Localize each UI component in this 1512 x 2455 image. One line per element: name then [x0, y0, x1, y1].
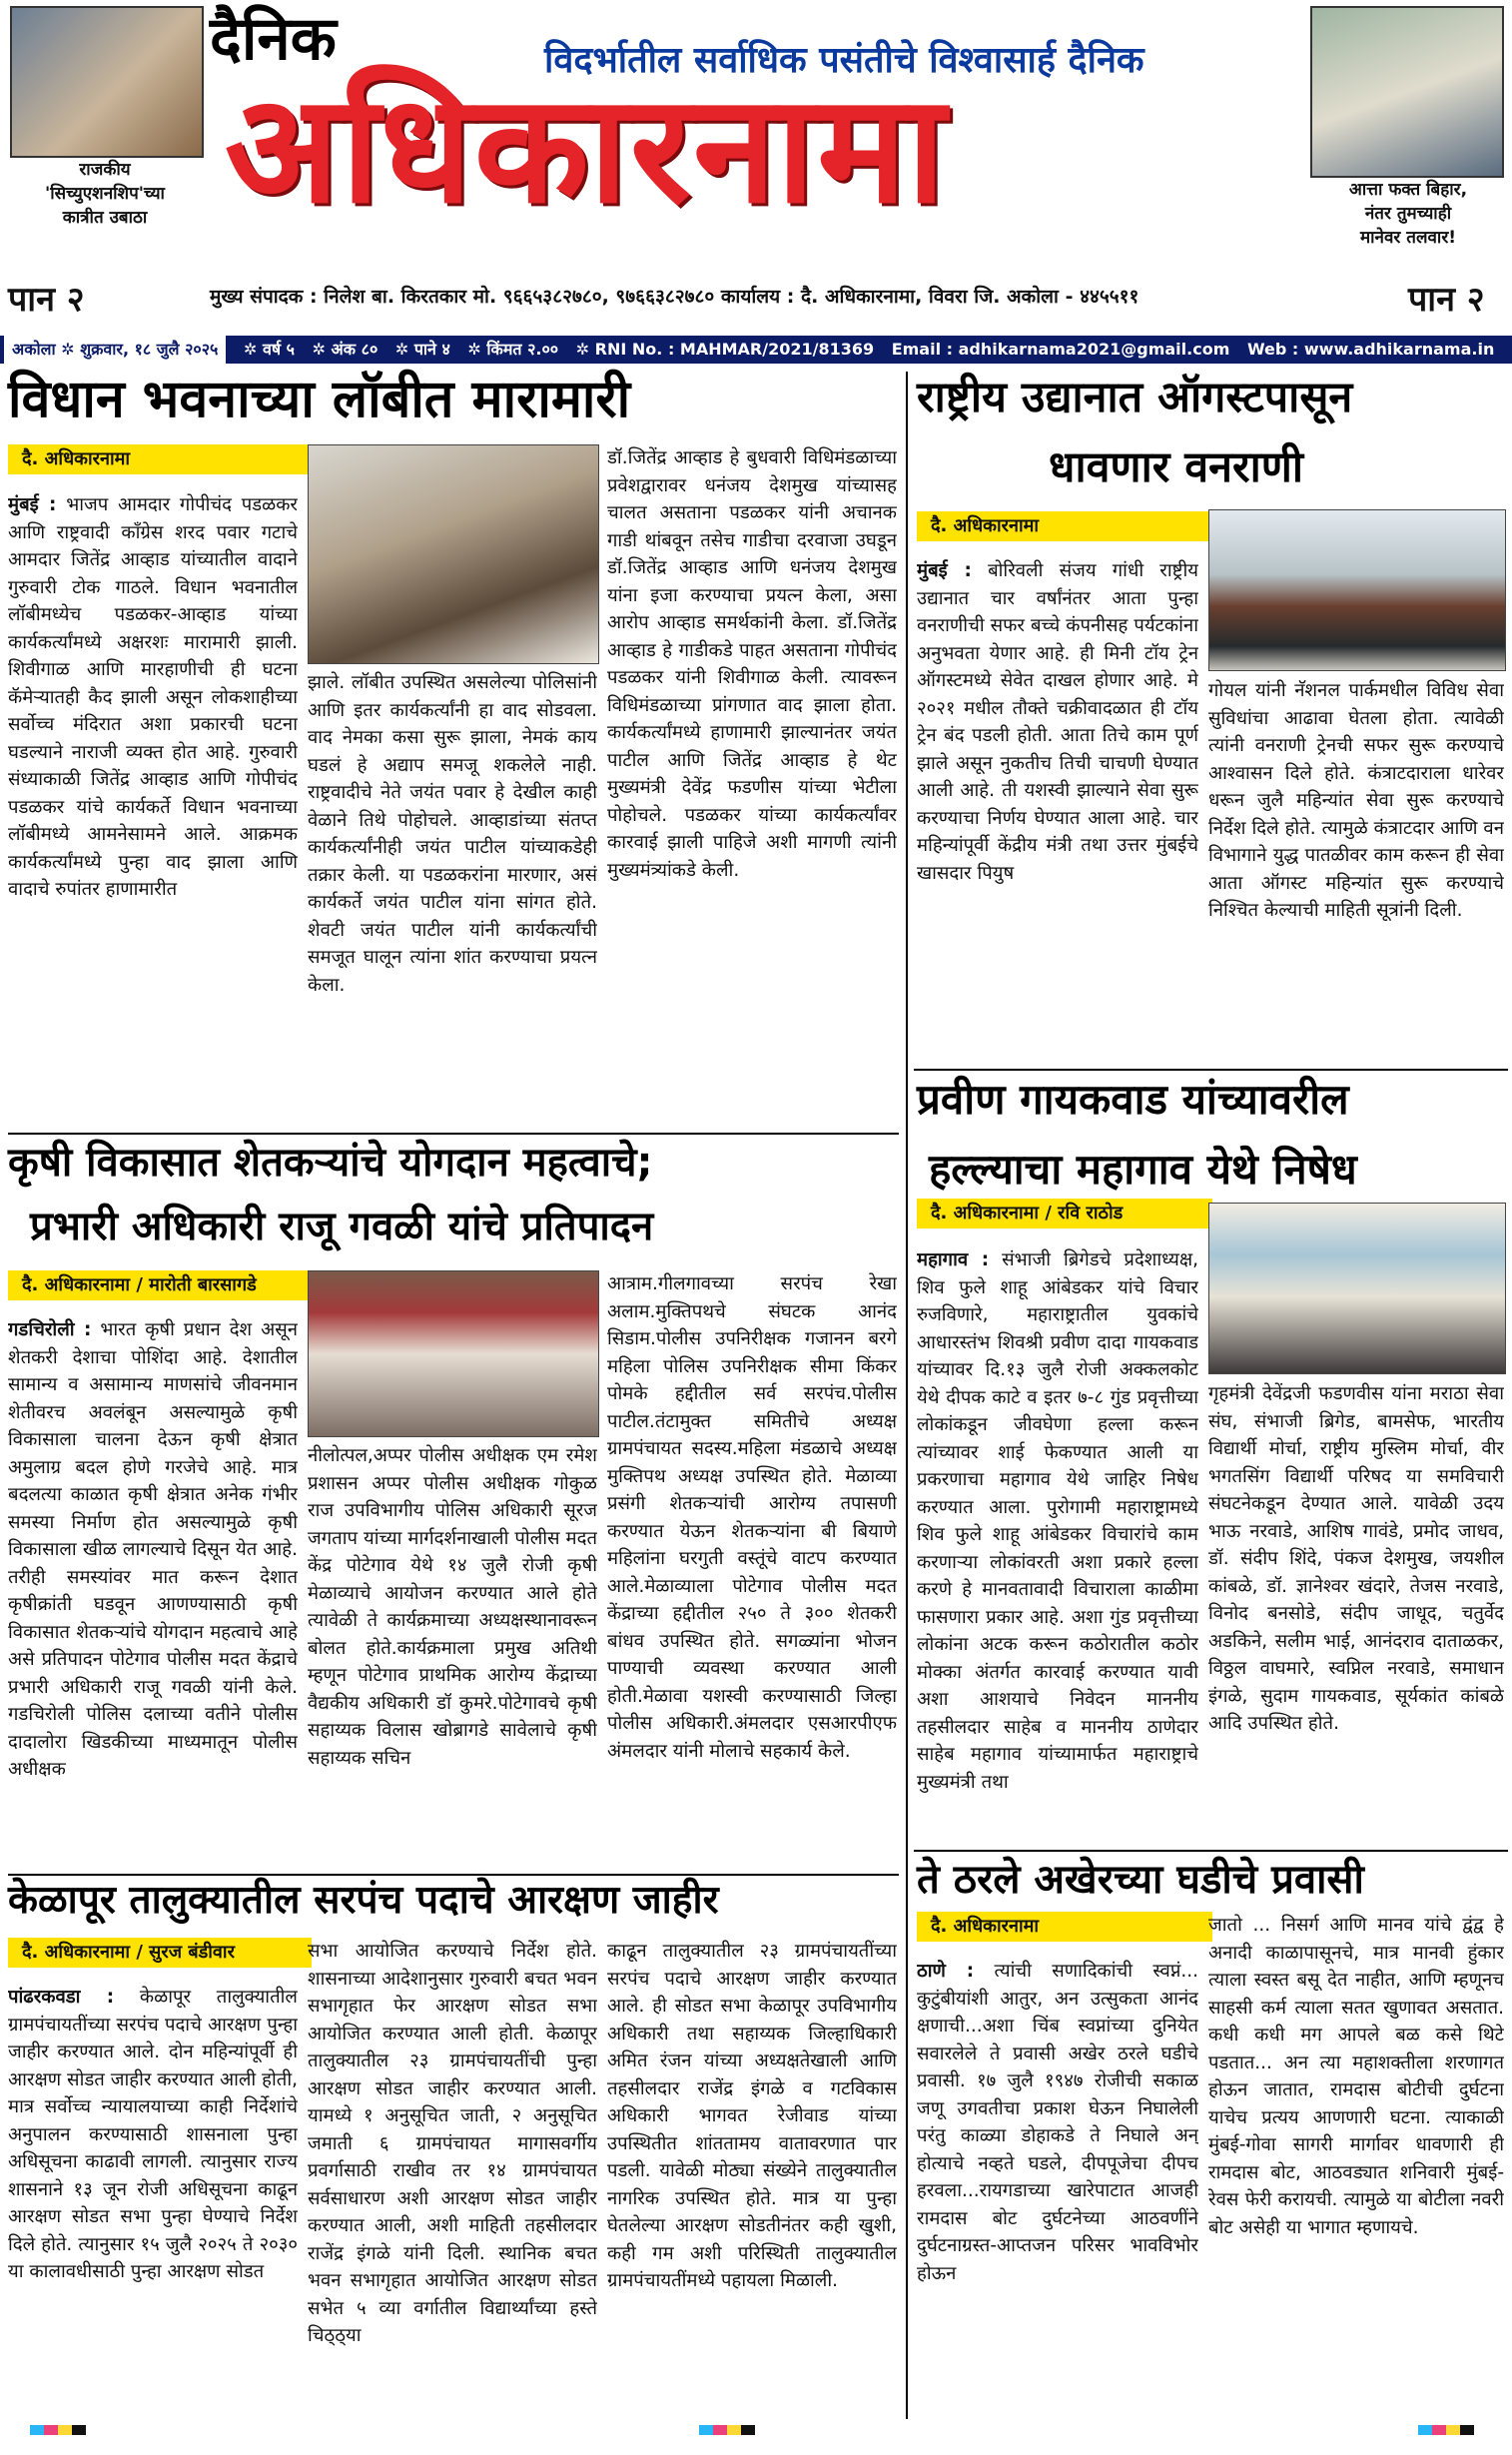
- a5-col3: काढून तालुक्यातील २३ ग्रामपंचायतींच्या सरपंच पदाचे आरक्षण जाहीर करण्यात आले. ही सोडत सभा केळापूर उपविभागीय अधिकारी तथा सहाय्यक जिल्हाधिकारी अमित रंजन यांच्या अध्यक्षतेखाली आणि तहसीलदार राजेंद्र इंगळे व गटविकास अधिकारी भागवत रेजीवाड यांच्या उपस्थितीत शांततामय वातावरणात पार पडली. यावेळी मोठ्या संख्येने तालुक्यातील नागरिक उपस्थित होते. मात्र या पुन्हा घेतलेल्या आरक्षण सोडतीनंतर कही खुशी, कही गम अशी परिस्थिती तालुक्यातील ग्रामपंचायतींमध्ये पहायला मिळाली.: [607, 1941, 897, 2291]
- a6-dateline: ठाणे :: [917, 1961, 975, 1982]
- issue-pages: ✲ पाने ४: [394, 340, 450, 359]
- a1-bottom-rule: [8, 1133, 899, 1135]
- a3-headline-line2: प्रभारी अधिकारी राजू गवळी यांचे प्रतिपादन: [30, 1204, 654, 1249]
- a1-headline: विधान भवनाच्या लॉबीत मारामारी: [8, 370, 631, 429]
- a2-bottom-rule: [914, 1069, 1508, 1071]
- page-label-left: पान २: [8, 280, 85, 320]
- masthead-left-photo: [10, 6, 204, 158]
- a4-headline-line1: प्रवीण गायकवाड यांच्यावरील: [917, 1075, 1349, 1124]
- a6-col2: जातो ... निसर्ग आणि मानव यांचे द्वंद्व हे अनादी काळापासूनचे, मात्र मानवी हुंकार त्याला स्वस्त बसू देत नाहीत, आणि म्हणूनच साहसी कर्म त्याला सतत खुणावत असतात. कधी कधी मग आपले बळ कसे थिटे पडतात... अन त्या महाशक्तीला शरणागत होऊन जातात, रामदास बोटीची दुर्घटना याचेच प्रत्यय आणणारी घटना. त्याकाळी मुंबई-गोवा सागरी मार्गावर धावणारी ही रामदास बोट, आठवड्यात शनिवारी मुंबई-रेवस फेरी करायची. त्यामुळे या बोटीला नवरी बोट असेही या भागात म्हणायचे.: [1208, 1915, 1504, 2238]
- a3-col1-text: भारत कृषी प्रधान देश असून शेतकरी देशाचा पोशिंदा आहे. देशातील सामान्य व असामान्य माणसांचे जीवनमान शेतीवरच अवलंबून असल्यामुळे कृषी विकासाला चालना देऊन कृषी क्षेत्रात अमुलाग्र बदल होणे गरजेचे आहे. मात्र बदलत्या काळात कृषी क्षेत्रात अनेक गंभीर समस्या निर्माण होत असल्यामुळे कृषी विकासाला खीळ लागल्याचे दिसून येत आहे. तरीही समस्यांवर मात करून देशात कृषीक्रांती घडवून आणण्यासाठी कृषी विकासात शेतकऱ्यांचे योगदान महत्वाचे आहे असे प्रतिपादन पोटेगाव पोलीस मदत केंद्राचे प्रभारी अधिकारी राजू गवळी यांनी केले. गडचिरोली पोलिस दलाच्या वतीने पोलीस दादालोरा खिडकीच्या माध्यमातून पोलीस अधीक्षक: [8, 1319, 298, 1780]
- issue-email: Email : adhikarnama2021@gmail.com: [891, 340, 1230, 359]
- a4-col1: [917, 1246, 1198, 1846]
- a5-col1-text: केळापूर तालुक्यातील ग्रामपंचायतींच्या सरपंच पदाचे आरक्षण पुन्हा जाहीर करण्यात आले. दोन महिन्यांपूर्वी ही आरक्षण सोडत जाहीर करण्यात आली होती, मात्र सर्वोच्च न्यायालयाच्या काही निर्देशांचे अनुपालन करण्यासाठी शासनाला पुन्हा अधिसूचना काढावी लागली. त्यानुसार राज्य शासनाने १३ जून रोजी अधिसूचना काढून आरक्षण सोडत सभा पुन्हा घेण्याचे निर्देश दिले होते. त्यानुसार १५ जुलै २०२५ ते २०३० या कालावधीसाठी पुन्हा आरक्षण सोडत: [8, 1987, 298, 2282]
- a6-byline: दै. अधिकारनामा: [917, 1912, 1212, 1942]
- left-caption-line1: राजकीय: [79, 160, 131, 180]
- right-caption-line1: आत्ता फक्त बिहार,: [1348, 180, 1468, 200]
- a3-col2: नीलोत्पल,अप्पर पोलीस अधीक्षक एम रमेश प्रशासन अप्पर पोलीस अधीक्षक गोकुळ राज उपविभागीय पोलिस अधिकारी सूरज जगताप यांच्या मार्गदर्शनाखाली पोलीस मदत केंद्र पोटेगाव येथे १४ जुलै रोजी कृषी मेळाव्याचे आयोजन करण्यात आले होते त्यावेळी ते कार्यक्रमाच्या अध्यक्षस्थानावरून बोलत होते.कार्यक्रमाला प्रमुख अतिथी म्हणून पोटेगाव प्राथमिक आरोग्य केंद्राच्या वैद्यकीय अधिकारी डॉ कुमरे.पोटेगावचे कृषी सहाय्यक विलास खोब्रागडे सावेलाचे कृषी सहाय्यक सचिन: [308, 1445, 597, 1769]
- registration-mark-right: [1418, 2425, 1474, 2435]
- left-caption-line3: कात्रीत उबाठा: [62, 208, 148, 228]
- registration-mark-center: [699, 2425, 755, 2435]
- a1-col1: [8, 491, 298, 1131]
- a2-col1: [917, 557, 1198, 1067]
- a3-col3: आत्राम.गीलगावच्या सरपंच रेखा अलाम.मुक्तिपथचे संघटक आनंद सिडाम.पोलीस उपनिरीक्षक गजानन बरगे महिला पोलिस उपनिरीक्षक सीमा किंकर पोमके हद्दीतील सर्व सरपंच.पोलीस पाटील.तंटामुक्त समितीचे अध्यक्ष ग्रामपंचायत सदस्य.महिला मंडळाचे अध्यक्ष मुक्तिपथ अध्यक्ष उपस्थित होते. मेळाव्या प्रसंगी शेतकऱ्यांची आरोग्य तपासणी करण्यात येऊन शेतकऱ्यांना बी बियाणे महिलांना घरगुती वस्तूंचे वाटप करण्यात आले.मेळाव्याला पोटेगाव पोलीस मदत केंद्राच्या हद्दीतील २५० ते ३०० शेतकरी बांधव उपस्थित होते. सगळ्यांना भोजन पाण्याची व्यवस्था करण्यात आली होती.मेळावा यशस्वी करण्यासाठी जिल्हा पोलीस अधिकारी.अंमलदार एसआरपीएफ अंमलदार यांनी मोलाचे सहकार्य केले.: [607, 1273, 897, 1762]
- column-rule: [906, 372, 908, 2419]
- a2-col2: गोयल यांनी नॅशनल पार्कमधील विविध सेवा सुविधांचा आढावा घेतला होता. त्यावेळी त्यांनी वनराणी ट्रेनची सफर सुरू करण्याचे आश्वासन दिले होते. कंत्राटदाराला धारेवर धरून जुलै महिन्यांत सेवा सुरू करण्याचे निर्देश दिले होते. त्यामुळे कंत्राटदार आणि वन विभागाने युद्ध पातळीवर काम करून ही सेवा आता ऑगस्ट महिन्यांत सुरू करण्याचे निश्चित केल्याची माहिती सूत्रांनी दिली.: [1208, 680, 1504, 921]
- page-label-right: पान २: [1408, 280, 1485, 320]
- a3-byline: दै. अधिकारनामा / मारोती बारसागडे: [8, 1270, 312, 1300]
- issue-price: ✲ किंमत २.००: [467, 340, 559, 359]
- a1-byline: दै. अधिकारनामा: [8, 444, 312, 474]
- a1-col1-text: भाजप आमदार गोपीचंद पडळकर आणि राष्ट्रवादी काँग्रेस शरद पवार गटाचे आमदार जितेंद्र आव्हाड यांच्यातील वादाने गुरुवारी टोक गाठले. विधान भवनातील लॉबीमध्येच पडळकर-आव्हाड यांच्या कार्यकर्त्यांमध्ये अक्षरशः मारामारी झाली. शिवीगाळ आणि मारहाणीची ही घटना कॅमेऱ्यातही कैद झाली असून लोकशाहीच्या सर्वोच्च मंदिरात अशा प्रकारची घटना घडल्याने नाराजी व्यक्त होत आहे. गुरुवारी संध्याकाळी जितेंद्र आव्हाड आणि गोपीचंद पडळकर यांचे कार्यकर्ते विधान भवनाच्या लॉबीमध्ये आमनेसामने आले. आक्रमक कार्यकर्त्यांमध्ये पुन्हा वाद झाला आणि वादाचे रुपांतर हाणामारीत: [8, 494, 298, 900]
- a4-bottom-rule: [914, 1850, 1508, 1852]
- a2-byline: दै. अधिकारनामा: [917, 511, 1212, 541]
- a3-headline-line1: कृषी विकासात शेतकऱ्यांचे योगदान महत्वाचे;: [8, 1140, 653, 1186]
- a4-photo: [1208, 1203, 1506, 1374]
- a3-col1: [8, 1316, 298, 1871]
- a2-dateline: मुंबई :: [917, 560, 972, 581]
- a6-headline: ते ठरले अखेरच्या घडीचे प्रवासी: [917, 1857, 1364, 1903]
- a5-col2: सभा आयोजित करण्याचे निर्देश होते. शासनाच्या आदेशानुसार गुरुवारी बचत भवन सभागृहात फेर आरक्षण सोडत सभा आयोजित करण्यात आली होती. केळापूर तालुक्यातील २३ ग्रामपंचायतींची पुन्हा आरक्षण सोडत जाहीर करण्यात आली. यामध्ये १ अनुसूचित जाती, २ अनुसूचित जमाती ६ ग्रामपंचायत मागासवर्गीय प्रवर्गासाठी राखीव तर १४ ग्रामपंचायत सर्वसाधारण अशी आरक्षण सोडत जाहीर करण्यात आली, अशी माहिती तहसीलदार राजेंद्र इंगळे यांनी दिली. स्थानिक बचत भवन सभागृहात आयोजित आरक्षण सोडत सभेत ५ व्या वर्गातील विद्यार्थ्यांच्या हस्ते चिठ्ठ्या: [308, 1941, 597, 2346]
- a2-headline-line2: धावणार वनराणी: [1049, 442, 1303, 492]
- a2-col1-text: बोरिवली संजय गांधी राष्ट्रीय उद्यानात चार वर्षांनंतर आता पुन्हा वनराणीची सफर बच्चे कंपनीसह पर्यटकांना अनुभवता येणार आहे. ही मिनी टॉय ट्रेन ऑगस्टमध्ये सेवेत दाखल होणार आहे. मे २०२१ मधील तौक्ते चक्रीवादळात ही टॉय ट्रेन बंद पडली होती. आता तिचे काम पूर्ण झाले असून नुकतीच तिची चाचणी घेण्यात आली आहे. ती यशस्वी झाल्याने सेवा सुरू करण्याचा निर्णय घेण्यात आला आहे. चार महिन्यांपूर्वी केंद्रीय मंत्री तथा उत्तर मुंबईचे खासदार पियुष: [917, 560, 1198, 884]
- a6-col1-text: त्यांची सणादिकांची स्वप्नं... कुटुंबीयांशी आतुर, अन उत्सुकता आनंद क्षणाची...अशा चिंब स्वप्नांच्या दुनियेत सवारलेले ते प्रवासी अखेर ठरले घडीचे प्रवासी. १७ जुलै १९४७ रोजीची सकाळ जणू उगवतीचा प्रकाश घेऊन निघालेली परंतु काळ्या डोहाकडे ते निघाले अन् होत्याचे नव्हते घडले, दीपपूजेचा दीपच हरवला...रायगडाच्या खारेपाटात आजही रामदास बोट दुर्घटनेच्या आठवणींने दुर्घटनाग्रस्त-आप्तजन परिसर भावविभोर होऊन: [917, 1961, 1198, 2284]
- masthead-info-line: मुख्य संपादक : निलेश बा. किरतकार मो. ९६६५३८२७८०, ९७६६३८२७८० कार्यालय : दै. अधिकारनामा, विवरा जि. अकोला - ४४५५११: [210, 286, 1139, 308]
- a4-dateline: महागाव :: [917, 1249, 990, 1270]
- a6-col1: [917, 1958, 1198, 2393]
- a3-bottom-rule: [8, 1874, 899, 1876]
- a5-byline: दै. अधिकारनामा / सुरज बंडीवार: [8, 1938, 312, 1968]
- a3-dateline: गडचिरोली :: [8, 1319, 92, 1340]
- left-caption-line2: 'सिच्युएशनशिप'च्या: [45, 184, 165, 204]
- masthead-brand: अधिकारनामा: [225, 63, 948, 237]
- masthead-dainik: दैनिक: [210, 4, 337, 74]
- a2-headline-line1: राष्ट्रीय उद्यानात ऑगस्टपासून: [917, 373, 1353, 422]
- a4-byline: दै. अधिकारनामा / रवि राठोड: [917, 1199, 1212, 1228]
- a1-col3: डॉ.जितेंद्र आव्हाड हे बुधवारी विधिमंडळाच्या प्रवेशद्वारावर धनंजय देशमुख यांच्यासह चालत असताना पडळकर यांनी अचानक गाडी थांबवून तसेच गाडीचा दरवाजा उघडून डॉ.जितेंद्र आव्हाड आणि धनंजय देशमुख यांना इजा करण्याचा प्रयत्न केला, असा आरोप आव्हाड समर्थकांनी केला. डॉ.जितेंद्र आव्हाड हे गाडीकडे पाहत असताना गोपीचंद पडळकर यांनी शिवीगाळ केली. त्यावरून विधिमंडळाच्या प्रांगणात वाद झाला होता. कार्यकर्त्यांमध्ये हाणामारी झाल्यानंतर जयंत पाटील आणि जितेंद्र आव्हाड हे थेट मुख्यमंत्री देवेंद्र फडणीस यांच्या भेटीला पोहोचले. पडळकर यांच्या कार्यकर्त्यांवर कारवाई झाली पाहिजे अशी मागणी त्यांनी मुख्यमंत्र्यांकडे केली.: [607, 447, 897, 881]
- a5-dateline: पांढरकवडा :: [8, 1987, 115, 2008]
- a5-col1: [8, 1984, 298, 2393]
- a4-col1-text: संभाजी ब्रिगेडचे प्रदेशाध्यक्ष, शिव फुले शाहू आंबेडकर यांचे विचार रुजविणारे, महाराष्ट्रातील युवकांचे आधारस्तंभ शिवश्री प्रवीण दादा गायकवाड यांच्यावर दि.१३ जुलै रोजी अक्कलकोट येथे दीपक काटे व इतर ७-८ गुंड प्रवृत्तीच्या लोकांकडून जीवघेणा हल्ला करून त्यांच्यावर शाई फेकण्यात आली या प्रकरणाचा महागाव येथे जाहिर निषेध करण्यात आला. पुरोगामी महाराष्ट्रामध्ये शिव फुले शाहू आंबेडकर विचारांचे काम करणाऱ्या लोकांवरती अशा प्रकारे हल्ला करणे हे मानवतावादी विचाराला काळीमा फासणारा प्रकार आहे. अशा गुंड प्रवृत्तीच्या लोकांना अटक करून कठोरातील कठोर मोक्का अंतर्गत कारवाई करण्यात यावी अशा आशयाचे निवेदन माननीय तहसीलदार साहेब व माननीय ठाणेदार साहेब महागाव यांच्यामार्फत महाराष्ट्राचे मुख्यमंत्री तथा: [917, 1249, 1198, 1793]
- masthead-left-caption: [0, 158, 210, 230]
- a3-photo: [308, 1270, 599, 1437]
- registration-mark-left: [30, 2425, 86, 2435]
- issue-year: ✲ वर्ष ५: [243, 340, 295, 359]
- issue-number: ✲ अंक ८०: [312, 340, 378, 359]
- a4-headline-line2: हल्ल्याचा महागाव येथे निषेध: [929, 1145, 1357, 1194]
- a1-col2: झाले. लॉबीत उपस्थित असलेल्या पोलिसांनी आणि इतर कार्यकर्त्यांनी हा वाद सोडवला. वाद नेमका कसा सुरू झाला, नेमकं काय घडलं हे अद्याप समजू शकलेले नाही. राष्ट्रवादीचे नेते जयंत पवार हे देखील काही वेळाने तिथे पोहोचले. आव्हाडांच्या संतप्त कार्यकर्त्यांनीही जयंत पाटील यांच्याकडेही तक्रार केली. या पडळकरांना मारणार, असं कार्यकर्ते जयंत पाटील यांना सांगत होते. शेवटी जयंत पाटील यांनी कार्यकर्त्यांची समजूत घालून त्यांना शांत करण्याचा प्रयत्न केला.: [308, 672, 597, 996]
- a2-photo-toy-train: [1208, 509, 1506, 671]
- a1-photo: [308, 444, 599, 664]
- issue-web: Web : www.adhikarnama.in: [1246, 340, 1495, 359]
- right-caption-line2: नंतर तुमच्याही: [1364, 204, 1452, 224]
- a1-dateline: मुंबई :: [8, 494, 57, 515]
- issue-info-bar: [0, 336, 1512, 364]
- masthead-right-photo: [1310, 6, 1504, 178]
- a5-headline: केळापूर तालुक्यातील सरपंच पदाचे आरक्षण जाहीर: [8, 1878, 719, 1923]
- masthead-tagline: विदर्भातील सर्वाधिक पसंतीचे विश्वासार्ह दैनिक: [544, 40, 1144, 81]
- issue-date: अकोला ✲ शुक्रवार, १८ जुलै २०२५: [4, 336, 226, 364]
- masthead-right-caption: [1304, 178, 1512, 250]
- issue-rni: ✲ RNI No. : MAHMAR/2021/81369: [575, 340, 875, 359]
- right-caption-line3: मानेवर तलवार!: [1359, 228, 1457, 248]
- a4-col2: गृहमंत्री देवेंद्रजी फडणवीस यांना मराठा सेवा संघ, संभाजी ब्रिगेड, बामसेफ, भारतीय विद्यार्थी मोर्चा, राष्ट्रीय मुस्लिम मोर्चा, वीर भगतसिंग विद्यार्थी परिषद या समविचारी संघटनेकडून देण्यात आले. यावेळी उदय भाऊ नरवाडे, आशिष गावंडे, प्रमोद जाधव, डॉ. संदीप शिंदे, पंकज देशमुख, जयशील कांबळे, डॉ. ज्ञानेश्वर खंदारे, तेजस नरवाडे, विनोद बनसोडे, संदीप जाधूद, चतुर्वेद अडकिने, सलीम भाई, आनंदराव दाताळकर, विठ्ठल वाघमारे, स्वप्निल नरवाडे, समाधान इंगळे, सुदाम गायकवाड, सूर्यकांत कांबळे आदि उपस्थित होते.: [1208, 1383, 1504, 1734]
